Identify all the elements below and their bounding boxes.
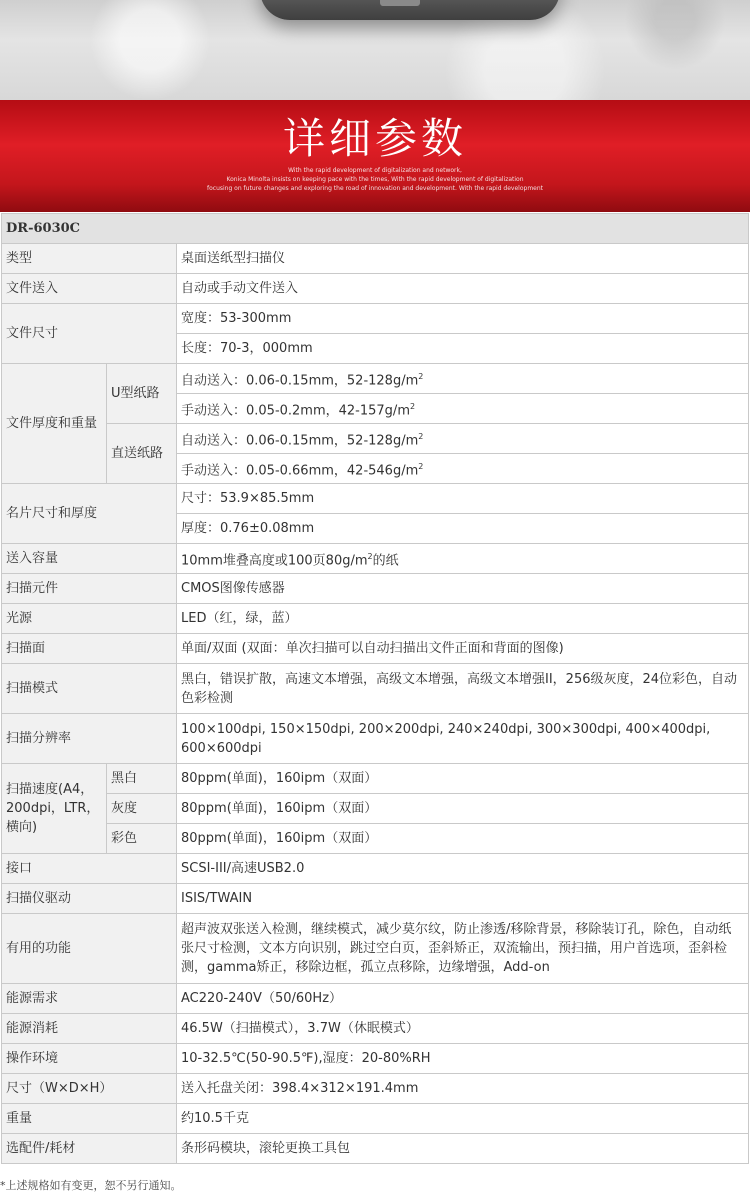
sub-label: 彩色 <box>107 824 177 854</box>
row-value: 80ppm(单面)，160ipm（双面） <box>177 764 749 794</box>
table-row <box>2 424 749 454</box>
row-label: 送入容量 <box>2 544 177 574</box>
row-label: 文件送入 <box>2 274 177 304</box>
table-row <box>2 914 749 984</box>
sub-label: 直送纸路 <box>107 424 177 484</box>
model-name: DR-6030C <box>2 214 749 244</box>
row-value: 桌面送纸型扫描仪 <box>177 244 749 274</box>
banner-subtitle: With the rapid development of digitalization and network, Konica Minolta insists on keeping pace with the times, With the rapid development of digitalization focusing on future changes and exploring the road of innovation and development. With the rapid development <box>206 167 544 192</box>
table-row <box>2 714 749 764</box>
spec-table <box>1 213 749 1164</box>
row-value: 约10.5千克 <box>177 1104 749 1134</box>
row-label: 名片尺寸和厚度 <box>2 484 177 544</box>
row-label: 扫描速度(A4，200dpi，LTR，横向) <box>2 764 107 854</box>
row-value: 手动送入：0.05-0.66mm，$42-546g/m^2$ <box>177 454 749 484</box>
table-row <box>2 364 749 394</box>
row-value: 单面/双面 (双面：单次扫描可以自动扫描出文件正面和背面的图像) <box>177 634 749 664</box>
table-row <box>2 274 749 304</box>
table-row <box>2 664 749 714</box>
row-label: 文件尺寸 <box>2 304 177 364</box>
row-label: 扫描模式 <box>2 664 177 714</box>
row-value: 80ppm(单面)，160ipm（双面） <box>177 794 749 824</box>
row-label: 扫描面 <box>2 634 177 664</box>
table-row <box>2 214 749 244</box>
row-label: 能源消耗 <box>2 1014 177 1044</box>
table-row <box>2 604 749 634</box>
table-row <box>2 634 749 664</box>
row-value: 46.5W（扫描模式），3.7W（休眠模式） <box>177 1014 749 1044</box>
row-value: 80ppm(单面)，160ipm（双面） <box>177 824 749 854</box>
row-label: 操作环境 <box>2 1044 177 1074</box>
row-label: 重量 <box>2 1104 177 1134</box>
table-row <box>2 1074 749 1104</box>
table-row <box>2 574 749 604</box>
footnote: *上述规格如有变更，恕不另行通知。 <box>0 1179 182 1192</box>
row-value: 条形码模块，滚轮更换工具包 <box>177 1134 749 1164</box>
table-row <box>2 984 749 1014</box>
row-value: 100×100dpi, 150×150dpi, 200×200dpi, 240×240dpi, 300×300dpi, 400×400dpi, 600×600dpi <box>177 714 749 764</box>
product-hero-image <box>0 0 750 100</box>
table-row <box>2 824 749 854</box>
sub-label: U型纸路 <box>107 364 177 424</box>
row-value: AC220-240V（50/60Hz） <box>177 984 749 1014</box>
row-label: 选配件/耗材 <box>2 1134 177 1164</box>
row-value: CMOS图像传感器 <box>177 574 749 604</box>
table-row <box>2 884 749 914</box>
row-value: 自动送入：0.06-0.15mm，$52-128g/m^2$ <box>177 424 749 454</box>
table-row <box>2 544 749 574</box>
row-label: 文件厚度和重量 <box>2 364 107 484</box>
sub-label: 黑白 <box>107 764 177 794</box>
row-label: 接口 <box>2 854 177 884</box>
table-row <box>2 244 749 274</box>
row-label: 能源需求 <box>2 984 177 1014</box>
row-value: 长度：70-3，000mm <box>177 334 749 364</box>
row-value: 宽度：53-300mm <box>177 304 749 334</box>
row-value: 自动或手动文件送入 <box>177 274 749 304</box>
row-label: 扫描元件 <box>2 574 177 604</box>
table-row <box>2 794 749 824</box>
table-row <box>2 1014 749 1044</box>
sub-label: 灰度 <box>107 794 177 824</box>
row-value: 超声波双张送入检测，继续模式，减少莫尔纹，防止渗透/移除背景，移除装订孔，除色，自动纸张尺寸检测，文本方向识别，跳过空白页，歪斜矫正，双流输出，预扫描，用户首选项，歪斜检测，gamma矫正，移除边框，孤立点移除，边缘增强，Add-on <box>177 914 749 984</box>
row-value: LED（红，绿，蓝） <box>177 604 749 634</box>
table-row <box>2 764 749 794</box>
row-value: 10-32.5℃(50-90.5℉),湿度：20-80%RH <box>177 1044 749 1074</box>
row-value: 送入托盘关闭：398.4×312×191.4mm <box>177 1074 749 1104</box>
row-value: 10mm堆叠高度或100页$80g/m^2$的纸 <box>177 544 749 574</box>
scanner-device-image <box>260 0 560 20</box>
table-row <box>2 1104 749 1134</box>
row-value: 自动送入：0.06-0.15mm，$52-128g/m^2$ <box>177 364 749 394</box>
row-label: 有用的功能 <box>2 914 177 984</box>
row-value: 厚度：0.76±0.08mm <box>177 514 749 544</box>
banner-title: 详细参数 <box>282 114 467 163</box>
table-row <box>2 854 749 884</box>
row-value: ISIS/TWAIN <box>177 884 749 914</box>
row-label: 扫描仪驱动 <box>2 884 177 914</box>
table-row <box>2 484 749 514</box>
row-value: 尺寸：53.9×85.5mm <box>177 484 749 514</box>
table-row <box>2 1044 749 1074</box>
row-label: 光源 <box>2 604 177 634</box>
row-value: 手动送入：0.05-0.2mm，$42-157g/m^2$ <box>177 394 749 424</box>
section-banner <box>0 100 750 212</box>
row-label: 类型 <box>2 244 177 274</box>
table-row <box>2 304 749 334</box>
row-value: SCSI-III/高速USB2.0 <box>177 854 749 884</box>
row-value: 黑白，错误扩散，高速文本增强，高级文本增强，高级文本增强II，256级灰度，24位彩色，自动色彩检测 <box>177 664 749 714</box>
row-label: 尺寸（W×D×H） <box>2 1074 177 1104</box>
table-row <box>2 1134 749 1164</box>
row-label: 扫描分辨率 <box>2 714 177 764</box>
